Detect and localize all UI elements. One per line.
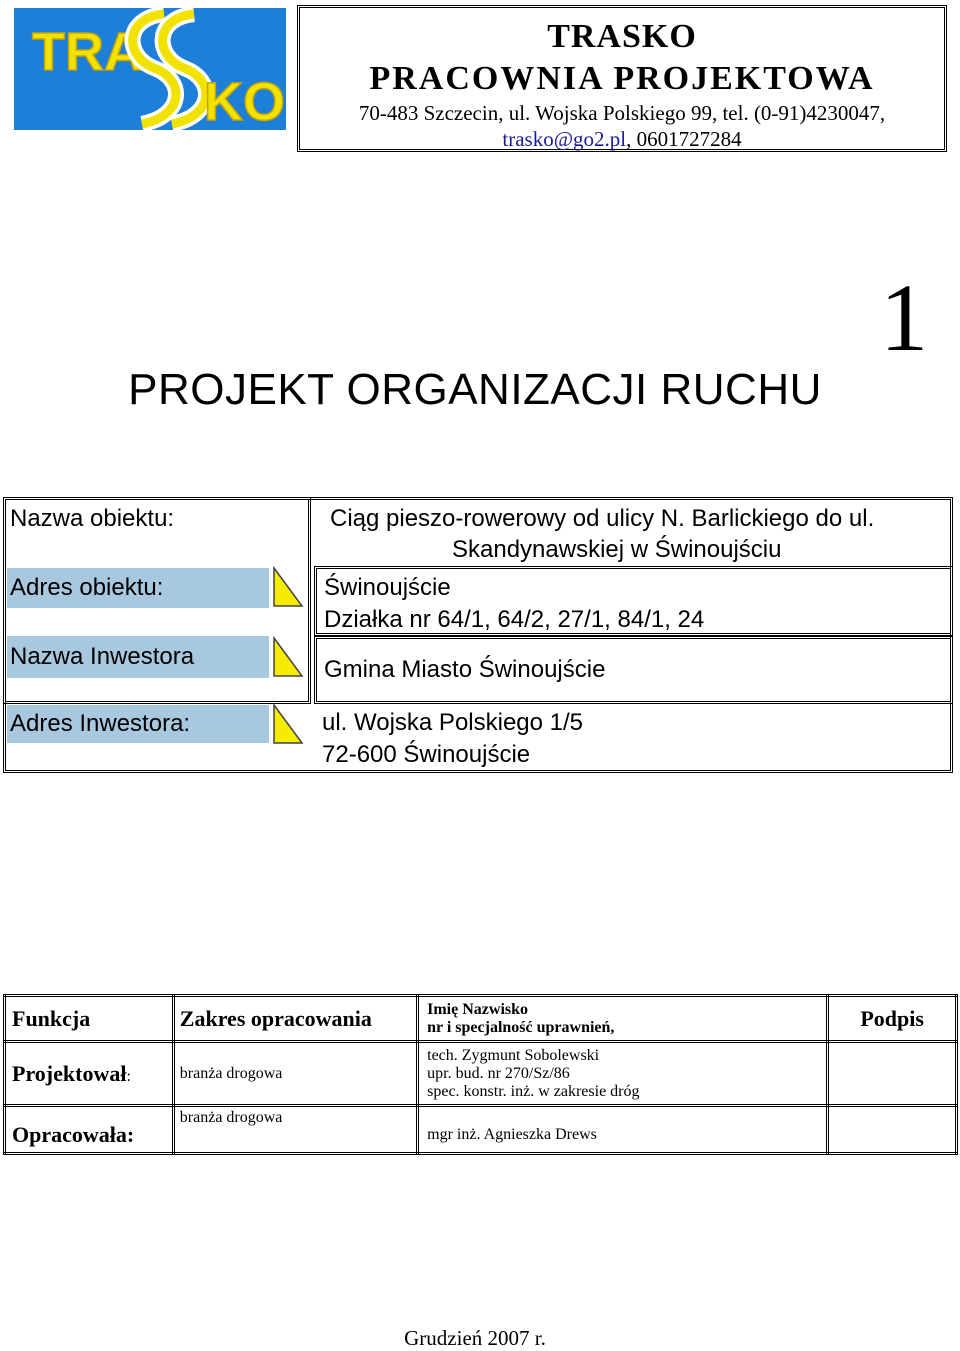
header-name-line2: nr i specjalność uprawnień, [427,1018,615,1036]
object-name-value-line2: Skandynawskiej w Świnoujściu [452,536,782,563]
row1-name-line1: tech. Zygmunt Sobolewski [427,1046,600,1064]
table-header-row [5,996,957,1042]
object-name-label: Nazwa obiektu: [10,505,175,532]
pointer-triangle-icon [272,636,304,680]
table-row [5,1042,957,1106]
header-signature: Podpis [828,996,957,1042]
object-address-label: Adres obiektu: [10,574,164,601]
object-name-value-line1: Ciąg pieszo-rowerowy od ulicy N. Barlickiego do ul. [330,505,875,532]
row1-function-text: Projektował [12,1060,127,1086]
row1-name-line3: spec. konstr. inż. w zakresie dróg [427,1082,640,1100]
company-address: 70-483 Szczecin, ul. Wojska Polskiego 99, tel. (0-91)4230047, [358,101,886,125]
logo-graphic [14,8,286,130]
row2-signature [828,1106,957,1154]
header-function: Funkcja [5,996,174,1042]
trasko-logo [14,8,286,130]
company-phone: , 0601727284 [626,127,742,151]
logo-text-right: KO [204,72,285,130]
object-address-value-line2: Działka nr 64/1, 64/2, 27/1, 84/1, 24 [324,606,705,633]
pointer-triangle-icon [272,703,304,747]
company-email-link[interactable]: trasko@go2.pl [502,127,627,151]
object-address-value-line1: Świnoujście [324,574,451,601]
row1-name-line2: upr. bud. nr 270/Sz/86 [427,1064,570,1082]
logo-text-left: TRA [32,22,143,82]
row1-scope: branża drogowa [173,1042,417,1106]
row2-name: mgr inż. Agnieszka Drews [418,1106,828,1154]
document-title: PROJEKT ORGANIZACJI RUCHU [128,365,822,414]
investor-name-label: Nazwa Inwestora [10,643,195,670]
company-header-box [297,5,947,152]
pointer-triangle-icon [272,566,304,610]
header-scope: Zakres opracowania [173,996,417,1042]
company-subtitle: PRACOWNIA PROJEKTOWA [369,60,875,97]
investor-address-value-line1: ul. Wojska Polskiego 1/5 [322,709,584,736]
investor-address-label: Adres Inwestora: [10,710,191,737]
company-name: TRASKO [547,18,697,55]
staff-table [3,994,958,1155]
table-row [5,1106,957,1154]
row1-name [418,1042,828,1106]
header-name-line1: Imię Nazwisko [427,1000,529,1018]
row1-function-suffix: : [126,1067,131,1085]
company-contact [300,127,944,152]
investor-name-value: Gmina Miasto Świnoujście [324,656,606,683]
document-date: Grudzień 2007 r. [404,1326,546,1350]
investor-address-value-line2: 72-600 Świnoujście [322,741,531,768]
row2-scope: branża drogowa [173,1106,417,1154]
row2-function: Opracowała: [5,1106,174,1154]
row1-function [5,1042,174,1106]
page-number: 1 [880,264,928,371]
row1-signature [828,1042,957,1106]
header-name [418,996,828,1042]
